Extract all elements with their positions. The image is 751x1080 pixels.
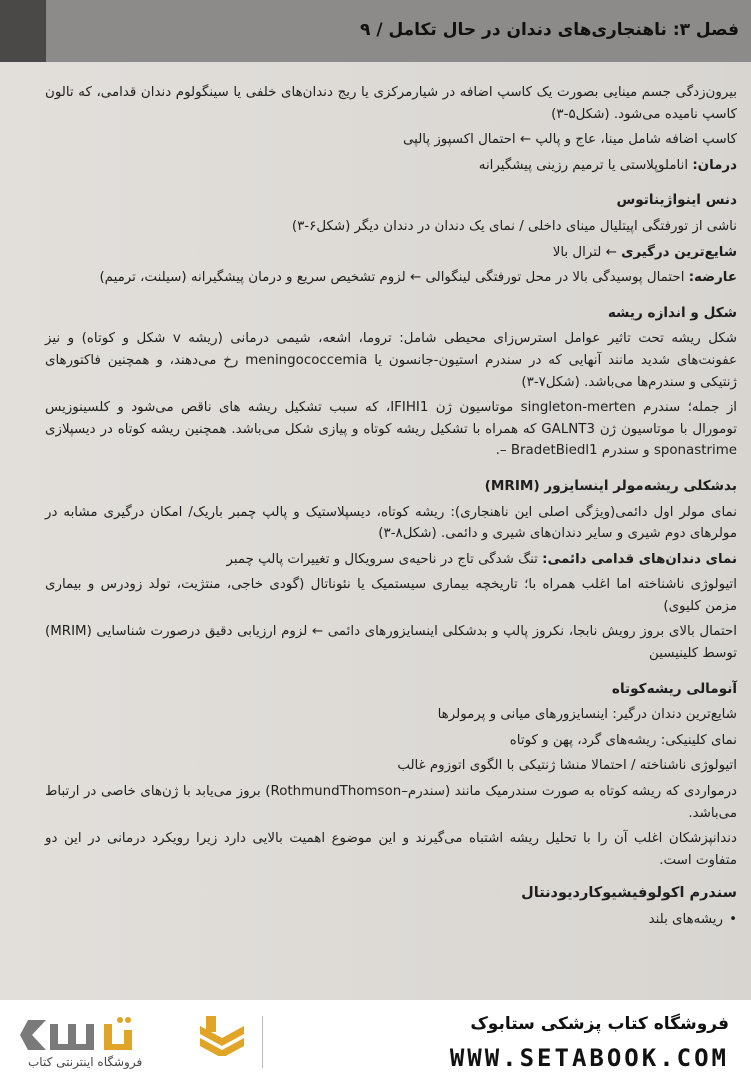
paragraph: درمواردی که ریشه کوتاه به صورت سندرمیک مانند (سندرم–RothmundThomson) بروز می‌یابد با ژن‌های خاصی در ارتباط می‌باشد.: [45, 784, 737, 821]
paragraph-text: تنگ شدگی تاج در ناحیه‌ی سرویکال و تغییرات پالپ چمبر: [226, 551, 543, 567]
logo-subtitle: فروشگاه اینترنتی کتاب: [28, 1055, 143, 1069]
paragraph: شایع‌ترین دندان درگیر: اینسایزورهای میانی و پرمولرها: [437, 707, 737, 723]
paragraph: ناشی از تورفتگی اپیتلیال مینای داخلی / نمای یک دندان در دندان دیگر (شکل۶-۳): [291, 218, 737, 234]
section-heading: شکل و اندازه ریشه: [607, 304, 737, 321]
header-corner-block: [0, 0, 46, 62]
setabook-logo-icon: [20, 1014, 250, 1056]
paragraph-label: عارضه:: [688, 270, 737, 286]
paragraph: احتمال بالای بروز رویش نابجا، نکروز پالپ و بدشکلی اینسایزورهای دائمی ← لزوم ارزیابی دقیق درصورت شناسایی (MRIM) توسط کلینیسین: [45, 624, 737, 662]
page-body: [45, 82, 737, 931]
labeled-paragraph: [45, 155, 737, 177]
section-heading: آنومالی ریشه‌کوتاه: [611, 680, 737, 697]
paragraph-label: درمان:: [692, 157, 737, 173]
paragraph: شکل ریشه تحت تاثیر عوامل استرس‌زای محیطی شامل: تروما، اشعه، شیمی درمانی (ریشه v شکل و کوتاه) و نیز عفونت‌های شدید مانند آنهایی که در سندرم استیون-جانسون یا meningococcemia رخ می‌دهند، و همچنین فاکتورهای ژنتیکی و سندرم‌ها می‌باشد. (شکل۷-۳): [45, 331, 738, 390]
section-heading-large: سندرم اکولوفیشیوکاردیودنتال: [521, 885, 737, 902]
paragraph: از جمله؛ سندرم singleton-merten موتاسیون ژن IFIHI1، که سبب تشکیل ریشه های ناقص می‌شود و کلسینوزیس تومورال با موتاسیون ژن GALNT3 که همراه با تشکیل ریشه کوتاه و پیازی شکل می‌باشد. همچنین ریشه کوتاه در دیسپلازی sponastrime و سندرم BradetBiedl1 –.: [45, 400, 737, 459]
paragraph: بیرون‌زدگی جسم مینایی بصورت یک کاسپ اضافه در شیارمرکزی یا ریج دندان‌های خلفی یا سینگولوم دندان قدامی، که تالون کاسپ نامیده می‌شود. (شکل۵-۳): [45, 85, 737, 122]
paragraph: کاسپ اضافه شامل مینا، عاج و پالپ ← احتمال اکسپوز پالپی: [403, 132, 737, 148]
paragraph: دندانپزشکان اغلب آن را با تحلیل ریشه اشتباه می‌گیرند و این موضوع اهمیت بالایی دارد زیرا رویکرد درمانی در این دو متفاوت است.: [45, 831, 737, 868]
store-url-link[interactable]: WWW.SETABOOK.COM: [449, 1044, 729, 1072]
paragraph: نمای مولر اول دائمی(ویژگی اصلی این ناهنجاری): ریشه کوتاه، دیسپلاستیک و پالپ چمبر باریک/ امکان درگیری مشابه در مولرهای دوم شیری و سایر دندان‌های شیری و دائمی. (شکل۸-۳): [45, 504, 737, 542]
paragraph-label: شایع‌ترین درگیری: [621, 244, 737, 260]
store-name: فروشگاه کتاب پزشکی ستابوک: [470, 1014, 729, 1034]
section-heading: دنس اینواژیناتوس: [616, 192, 737, 209]
page-header: [0, 0, 751, 62]
bullet-item: • ریشه‌های بلند: [45, 909, 737, 931]
paragraph: اتیولوژی ناشناخته / احتمالا منشا ژنتیکی با الگوی اتوزوم غالب: [397, 758, 737, 774]
paragraph-label: نمای دندان‌های قدامی دائمی:: [542, 551, 737, 567]
paragraph-text: ← لترال بالا: [552, 244, 622, 260]
paragraph-text: اناملوپلاستی یا ترمیم رزینی پیشگیرانه: [478, 157, 693, 173]
chapter-title: فصل ۳: ناهنجاری‌های دندان در حال تکامل / ۹: [360, 20, 739, 40]
paragraph-text: احتمال پوسیدگی بالا در محل تورفتگی لینگوالی ← لزوم تشخیص سریع و درمان پیشگیرانه (سیلنت، ترمیم): [99, 270, 689, 286]
store-footer: [0, 1000, 751, 1080]
labeled-paragraph: [45, 267, 737, 289]
paragraph: نمای کلینیکی: ریشه‌های گرد، پهن و کوتاه: [509, 732, 737, 748]
labeled-paragraph: [45, 242, 737, 264]
store-logo[interactable]: [20, 1010, 250, 1072]
labeled-paragraph: [45, 549, 737, 571]
paragraph: اتیولوژی ناشناخته اما اغلب همراه با؛ تاریخچه بیماری سیستمیک یا نئوناتال (گودی خاجی، منتژیت، تولد زودرس و بیماری مزمن کلیوی): [45, 577, 737, 614]
footer-divider: [262, 1016, 263, 1068]
section-heading: بدشکلی ریشه‌مولر اینسایزور (MRIM): [484, 477, 737, 494]
